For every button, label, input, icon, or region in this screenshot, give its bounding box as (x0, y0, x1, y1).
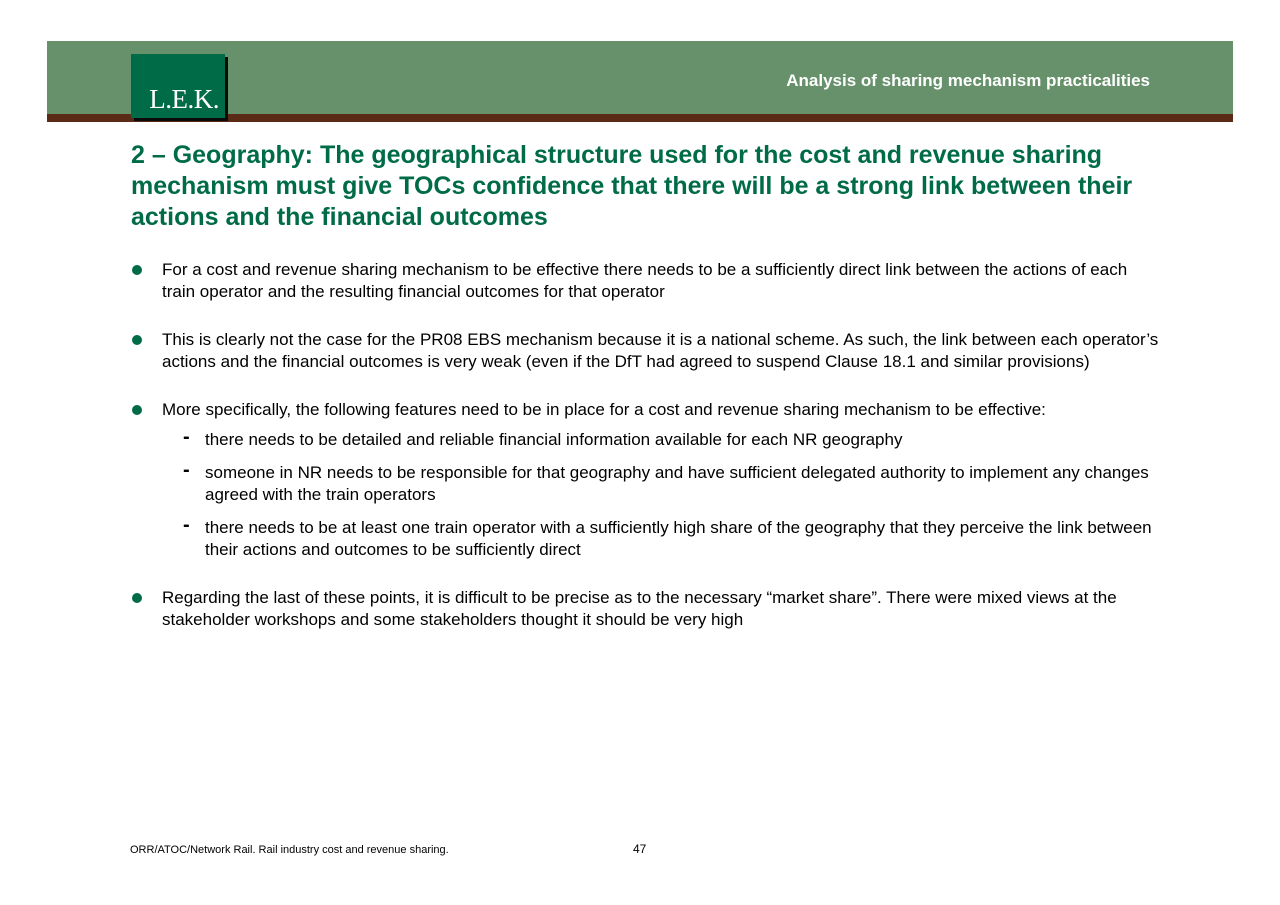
slide-title: 2 – Geography: The geographical structure used for the cost and revenue sharing mechanism must give TOCs confidence that there will be a strong link between their actions and the financial outcomes (131, 141, 1133, 231)
sub-bullet-text: someone in NR needs to be responsible for that geography and have sufficient delegated authority to implement any changes agreed with the train operators (205, 463, 1149, 504)
page-number: 47 (633, 842, 647, 856)
sub-bullet-text: there needs to be at least one train operator with a sufficiently high share of the geography that they perceive the link between their actions and outcomes to be sufficiently direct (205, 518, 1152, 559)
bullet-item (131, 329, 1161, 373)
bullet-dot-icon (132, 593, 142, 603)
logo-text: L.E.K. (149, 84, 219, 114)
sub-bullet-item (162, 459, 1161, 506)
dash-icon: - (183, 426, 190, 448)
bullet-text: More specifically, the following features need to be in place for a cost and revenue sharing mechanism to be effective: (162, 400, 1046, 419)
sub-bullet-text: there needs to be detailed and reliable financial information available for each NR geography (205, 430, 903, 449)
bullet-text: For a cost and revenue sharing mechanism to be effective there needs to be a sufficiently direct link between the actions of each train operator and the resulting financial outcomes for that operator (162, 260, 1128, 301)
bullet-list (131, 259, 1161, 657)
bullet-item (131, 587, 1161, 631)
bullet-item (131, 259, 1161, 303)
sub-bullet-item (162, 426, 1161, 451)
sub-bullet-list (162, 426, 1161, 561)
bullet-text: This is clearly not the case for the PR08 EBS mechanism because it is a national scheme. As such, the link between each operator’s actions and the financial outcomes is very weak (even if the DfT had agreed to suspend Clause 18.1 and similar provisions) (162, 330, 1159, 371)
bullet-item (131, 399, 1161, 561)
bullet-text: Regarding the last of these points, it is difficult to be precise as to the necessary “market share”. There were mixed views at the stakeholder workshops and some stakeholders thought it should be very high (162, 588, 1117, 629)
header-title: Analysis of sharing mechanism practicalities (786, 71, 1150, 90)
dash-icon: - (183, 459, 190, 481)
company-logo (131, 54, 225, 118)
bullet-dot-icon (132, 405, 142, 415)
bullet-dot-icon (132, 265, 142, 275)
dash-icon: - (183, 514, 190, 536)
sub-bullet-item (162, 514, 1161, 561)
bullet-dot-icon (132, 335, 142, 345)
footer-source: ORR/ATOC/Network Rail. Rail industry cost and revenue sharing. (130, 844, 449, 856)
